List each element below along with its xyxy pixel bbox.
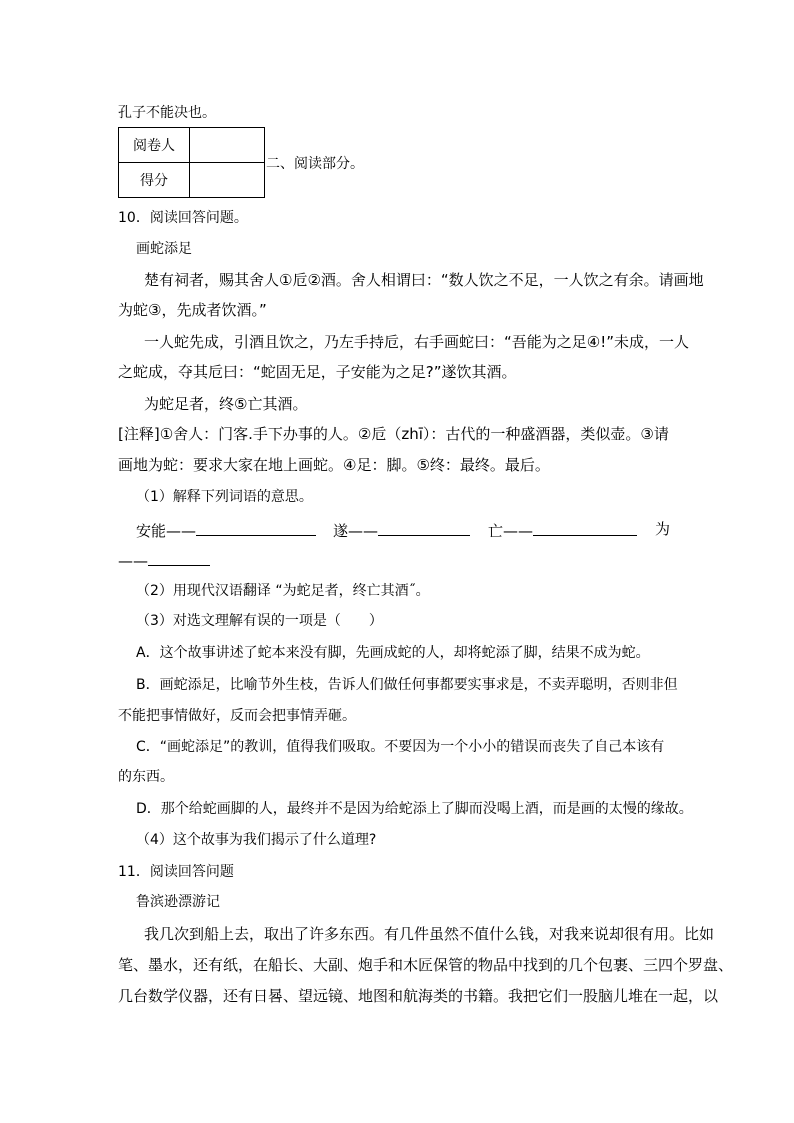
word-sui <box>333 519 470 541</box>
word-wei-label: 为 <box>655 520 671 538</box>
word-wang <box>488 519 637 541</box>
word-wei-blank[interactable] <box>148 549 210 566</box>
q10-p2-line1: 一人蛇先成，引酒且饮之，乃左手持卮，右手画蛇曰：“吾能为之足④!”未成，一人 <box>144 333 690 351</box>
word-sui-blank[interactable] <box>378 519 470 536</box>
word-sui-label: 遂—— <box>333 522 379 540</box>
option-b-line2: 不能把事情做好，反而会把事情弄砸。 <box>118 708 356 724</box>
q10-p1-line2: 为蛇③，先成者饮酒。” <box>118 301 267 319</box>
q10-p3: 为蛇足者，终⑤亡其酒。 <box>144 395 308 413</box>
q10-heading: 10．阅读回答问题。 <box>118 210 248 226</box>
q11-title: 鲁滨逊漂游记 <box>136 894 220 910</box>
score-table <box>118 127 265 198</box>
q10-sub1: （1）解释下列词语的意思。 <box>136 489 313 505</box>
q10-sub2: （2）用现代汉语翻译 “为蛇足者，终亡其酒˝。 <box>136 583 430 599</box>
q11-line3: 几台数学仪器，还有日晷、望远镜、地图和航海类的书籍。我把它们一股脑儿堆在一起，以 <box>118 987 719 1005</box>
q11-line2: 笔、墨水，还有纸，在船长、大副、炮手和木匠保管的物品中找到的几个包裹、三四个罗盘、 <box>118 956 734 974</box>
q11-heading: 11．阅读回答问题 <box>118 864 234 880</box>
option-c-line2: 的东西。 <box>118 769 174 785</box>
option-d: D．那个给蛇画脚的人，最终并不是因为给蛇添上了脚而没喝上酒，而是画的太慢的缘故。 <box>136 801 693 817</box>
q10-sub4: （4）这个故事为我们揭示了什么道理? <box>136 832 377 848</box>
word-wei-dash: —— <box>118 552 148 570</box>
q10-title: 画蛇添足 <box>136 241 192 257</box>
word-anneng-label: 安能—— <box>136 522 197 540</box>
q10-p2-line2: 之蛇成，夺其卮曰：“蛇固无足，子安能为之足?”遂饮其酒。 <box>118 363 517 381</box>
q10-sub3: （3）对选文理解有误的一项是（ ） <box>136 613 383 629</box>
word-anneng <box>136 519 316 541</box>
option-a: A．这个故事讲述了蛇本来没有脚，先画成蛇的人，却将蛇添了脚，结果不成为蛇。 <box>136 645 650 661</box>
word-wang-blank[interactable] <box>533 519 637 536</box>
top-line: 孔子不能决也。 <box>118 105 216 121</box>
q10-p1-line1: 楚有祠者，赐其舍人①卮②酒。舍人相谓曰：“数人饮之不足，一人饮之有余。请画地 <box>144 271 704 289</box>
option-b-line1: B．画蛇添足，比喻节外生枝，告诉人们做任何事都要实事求是，不卖弄聪明，否则非但 <box>136 677 678 693</box>
q11-line1: 我几次到船上去，取出了许多东西。有几件虽然不值什么钱，对我来说却很有用。比如 <box>144 925 715 943</box>
reviewer-cell[interactable] <box>190 128 265 163</box>
q10-note-line2: 画地为蛇：要求大家在地上画蛇。④足：脚。⑤终：最终。最后。 <box>118 456 550 474</box>
word-wei <box>118 549 210 571</box>
reviewer-label: 阅卷人 <box>119 128 190 163</box>
q10-note-line1: [注释]①舍人：门客.手下办事的人。②卮（zhī）：古代的一种盛酒器，类似壶。③请 <box>118 425 669 443</box>
word-wang-label: 亡—— <box>488 522 534 540</box>
word-anneng-blank[interactable] <box>196 519 316 536</box>
score-cell[interactable] <box>190 163 265 198</box>
score-label: 得分 <box>119 163 190 198</box>
option-c-line1: C．“画蛇添足”的教训，值得我们吸取。不要因为一个小小的错误而丧失了自己本该有 <box>136 739 665 755</box>
section-title: 二、阅读部分。 <box>266 156 364 172</box>
